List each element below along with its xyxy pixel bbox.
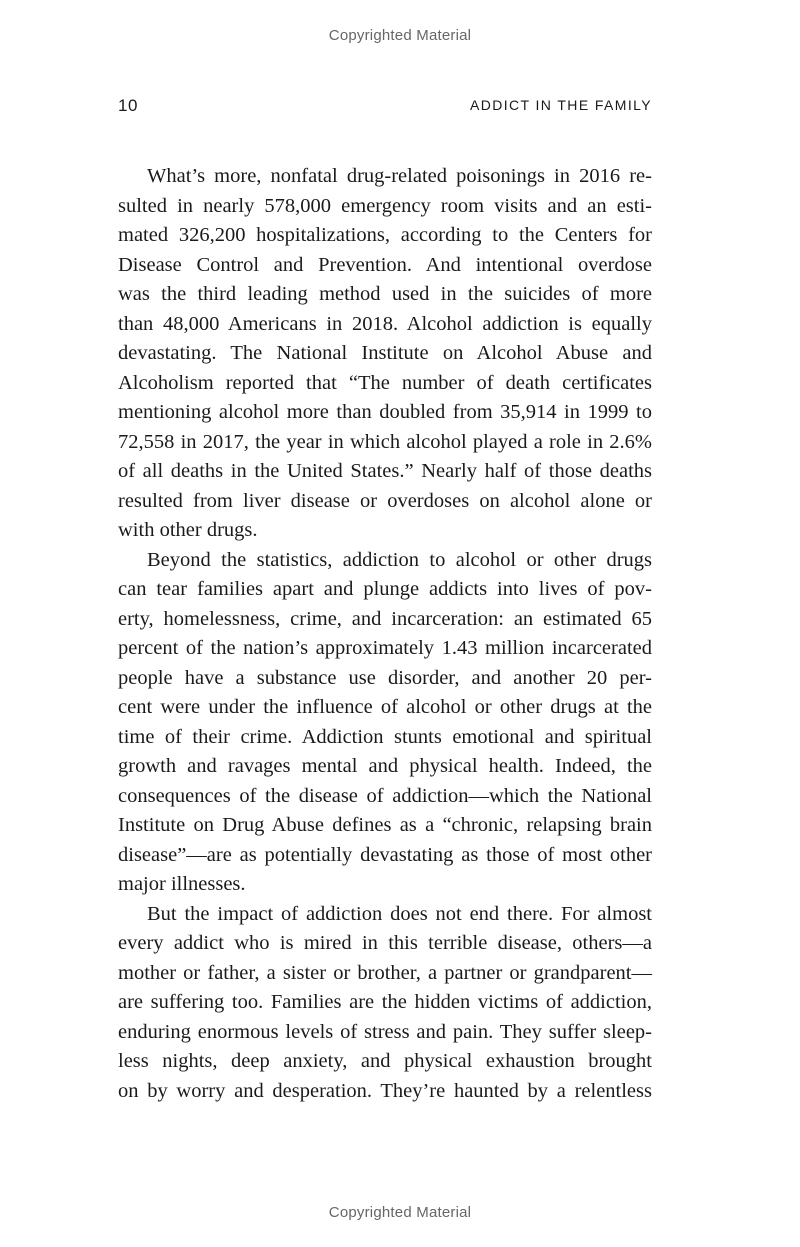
text-line: Disease Control and Prevention. And intentional overdose <box>118 253 652 276</box>
text-line: consequences of the disease of addiction—which the National <box>118 784 652 807</box>
text-line: Alcoholism reported that “The number of death certificates <box>118 371 652 394</box>
text-line: with other drugs. <box>118 519 258 541</box>
text-line: can tear families apart and plunge addicts into lives of pov- <box>118 578 652 600</box>
text-line: resulted from liver disease or overdoses on alcohol alone or <box>118 489 652 512</box>
text-line: than 48,000 Americans in 2018. Alcohol addiction is equally <box>118 312 652 335</box>
text-line: are suffering too. Families are the hidden victims of addiction, <box>118 991 652 1013</box>
text-line: on by worry and desperation. They’re haunted by a relentless <box>118 1079 652 1102</box>
copyright-watermark-top: Copyrighted Material <box>328 27 472 44</box>
text-line: was the third leading method used in the suicides of more <box>118 283 652 305</box>
text-line: But the impact of addiction does not end there. For almost <box>147 902 652 925</box>
text-line: people have a substance use disorder, and another 20 per- <box>118 666 652 689</box>
text-line: every addict who is mired in this terrible disease, others—a <box>118 932 652 954</box>
text-line: mentioning alcohol more than doubled from 35,914 in 1999 to <box>118 401 652 423</box>
text-line: Beyond the statistics, addiction to alcohol or other drugs <box>147 548 652 571</box>
text-line: growth and ravages mental and physical health. Indeed, the <box>118 755 652 777</box>
body-text <box>118 162 652 1106</box>
text-line: less nights, deep anxiety, and physical exhaustion brought <box>118 1050 652 1072</box>
running-head <box>118 96 652 118</box>
paragraph-3 <box>118 900 652 1107</box>
text-line: enduring enormous levels of stress and pain. They suffer sleep- <box>118 1020 652 1043</box>
copyright-watermark-bottom: Copyrighted Material <box>328 1204 472 1221</box>
text-line: What’s more, nonfatal drug-related poisonings in 2016 re- <box>147 165 652 187</box>
paragraph-2 <box>118 546 652 900</box>
text-line: devastating. The National Institute on Alcohol Abuse and <box>118 342 652 364</box>
text-line: mated 326,200 hospitalizations, according to the Centers for <box>118 224 652 246</box>
text-line: disease”—are as potentially devastating as those of most other <box>118 843 652 866</box>
text-line: cent were under the influence of alcohol or other drugs at the <box>118 696 652 718</box>
text-line: 72,558 in 2017, the year in which alcohol played a role in 2.6% <box>118 430 652 453</box>
text-line: erty, homelessness, crime, and incarceration: an estimated 65 <box>118 607 652 630</box>
paragraph-1 <box>118 162 652 546</box>
text-line: percent of the nation’s approximately 1.43 million incarcerated <box>118 637 652 659</box>
text-line: major illnesses. <box>118 873 246 895</box>
text-line: mother or father, a sister or brother, a partner or grandparent— <box>118 961 652 984</box>
text-line: sulted in nearly 578,000 emergency room visits and an esti- <box>118 194 652 217</box>
running-title: ADDICT IN THE FAMILY <box>469 97 652 113</box>
text-line: of all deaths in the United States.” Nearly half of those deaths <box>118 460 652 482</box>
page-number: 10 <box>118 96 138 115</box>
text-line: Institute on Drug Abuse defines as a “chronic, relapsing brain <box>118 814 652 836</box>
text-line: time of their crime. Addiction stunts emotional and spiritual <box>118 725 652 748</box>
